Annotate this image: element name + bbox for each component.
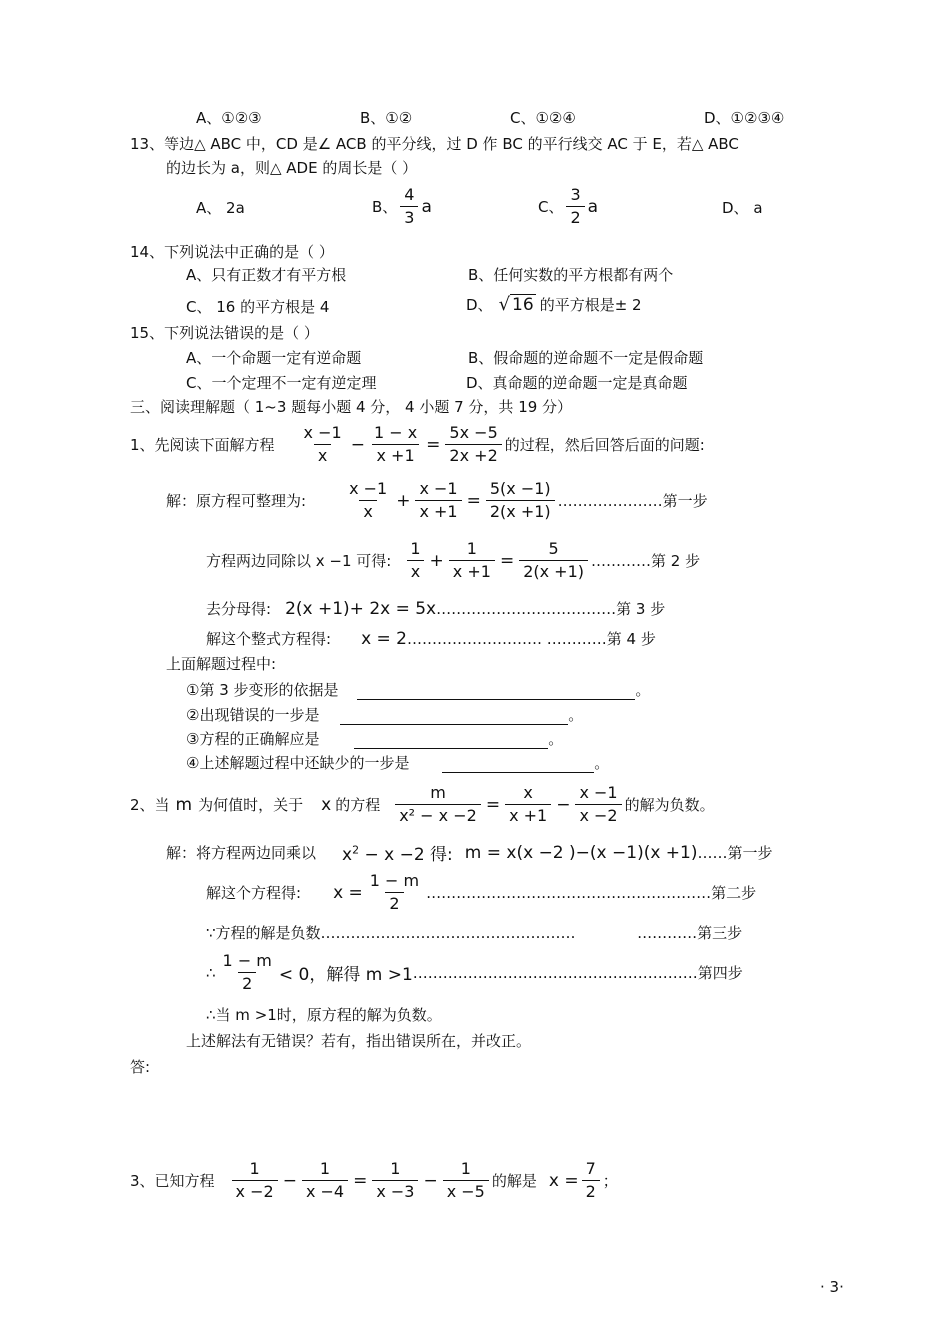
p1-s2-frac2-num: 1 xyxy=(466,539,477,558)
p2-step2-tail: …………………………………………………第二步 xyxy=(426,884,757,902)
p1-s1-frac3-den: 2(x +1) xyxy=(486,500,555,523)
p2-variable-m: m xyxy=(175,794,193,815)
p2-frac1-num: m xyxy=(430,783,446,802)
q14-option-a: A、只有正数才有平方根 xyxy=(186,266,347,284)
equals-sign: = xyxy=(353,1170,368,1191)
p3-solution-num: 7 xyxy=(585,1159,596,1178)
p2-step2-label: 解这个方程得: xyxy=(206,884,302,902)
p1-eq-frac1-num: x −1 xyxy=(303,423,342,442)
p3-solution-tail: ； xyxy=(602,1172,618,1190)
p2-intro-a: 2、当 xyxy=(130,796,170,814)
period: 。 xyxy=(548,730,564,748)
q13-stem-line1: 13、等边△ ABC 中，CD 是∠ ACB 的平分线，过 D 作 BC 的平行线交 AC 于 E，若△ ABC xyxy=(130,135,739,153)
p1-question-2 xyxy=(186,705,583,725)
p2-intro-b: 为何值时，关于 xyxy=(198,796,304,814)
p3-frac3-den: x −3 xyxy=(372,1180,418,1203)
q13-option-b-prefix: B、 xyxy=(372,198,398,216)
p2-frac2 xyxy=(505,782,551,827)
p2-question: 上述解法有无错误？若有，指出错误所在，并改正。 xyxy=(186,1032,532,1050)
minus-sign: − xyxy=(282,1170,297,1191)
p1-s2-frac2 xyxy=(449,538,495,583)
p2-step2-den: 2 xyxy=(385,892,403,915)
equals-sign: = xyxy=(485,794,501,815)
p2-frac2-den: x +1 xyxy=(505,804,551,827)
p1-intro: 1、先阅读下面解方程 xyxy=(130,436,275,454)
p1-s2-frac1-den: x xyxy=(407,560,424,583)
q12-option-b: B、①② xyxy=(360,109,413,127)
p3-intro: 3、已知方程 xyxy=(130,1172,215,1190)
p1-s2-frac1-num: 1 xyxy=(410,539,421,558)
minus-sign: − xyxy=(556,794,571,815)
p1-step2-tail: …………第 2 步 xyxy=(591,552,701,570)
p1-answer-blank-2[interactable] xyxy=(340,708,568,725)
q14-option-c: C、 16 的平方根是 4 xyxy=(186,298,330,316)
p2-step4-tail: …………………………………………………第四步 xyxy=(412,964,743,982)
p2-intro-tail: 的解为负数。 xyxy=(624,796,715,814)
p1-step4-label: 解这个整式方程得: xyxy=(206,630,332,648)
p3-frac1-den: x −2 xyxy=(232,1180,278,1203)
p2-frac3 xyxy=(575,782,621,827)
p3-row xyxy=(130,1158,618,1203)
p1-s1-frac3-num: 5(x −1) xyxy=(489,479,551,498)
p1-s1-frac2-num: x −1 xyxy=(419,479,458,498)
q15-option-a: A、一个命题一定有逆命题 xyxy=(186,349,362,367)
p1-intro-row xyxy=(130,422,705,467)
p1-step3-row xyxy=(206,598,665,619)
section-3-heading: 三、阅读理解题（ 1~3 题每小题 4 分， 4 小题 7 分，共 19 分） xyxy=(130,398,573,416)
p1-s2-frac2-den: x +1 xyxy=(449,560,495,583)
p1-step4-row xyxy=(206,628,656,649)
p1-s1-frac3 xyxy=(486,478,555,523)
p1-step3-tail: ………………………………第 3 步 xyxy=(436,600,666,618)
p1-step3-label: 去分母得: xyxy=(206,600,272,618)
q13-option-c-denominator: 2 xyxy=(566,206,584,229)
q14-option-d-radicand: 16 xyxy=(512,295,534,315)
p1-s1-frac1 xyxy=(345,478,391,523)
p2-step2-num: 1 − m xyxy=(369,871,420,890)
p1-step4-tail: ……………………… …………第 4 步 xyxy=(407,630,656,648)
p1-eq-frac1 xyxy=(300,422,346,467)
p2-answer-label: 答: xyxy=(130,1058,151,1076)
equals-sign: = xyxy=(466,490,481,511)
plus-sign: + xyxy=(429,550,444,571)
q15-option-c: C、一个定理不一定有逆定理 xyxy=(186,374,377,392)
p1-step1-label: 解：原方程可整理为: xyxy=(166,492,307,510)
q14-option-d-suffix: 的平方根是± 2 xyxy=(539,296,642,314)
q13-option-c-fraction xyxy=(566,184,584,229)
equals-sign: = xyxy=(499,550,515,571)
p2-intro-c: 的方程 xyxy=(335,796,381,814)
p2-step3-text: ∵方程的解是负数…………………………………………… xyxy=(206,924,576,942)
p3-frac2 xyxy=(302,1158,348,1203)
p1-answer-blank-3[interactable] xyxy=(354,732,548,749)
p3-frac4 xyxy=(443,1158,489,1203)
p1-eq-frac1-den: x xyxy=(314,444,331,467)
p1-s2-frac3 xyxy=(519,538,588,583)
period: 。 xyxy=(594,754,610,772)
p2-frac2-num: x xyxy=(523,783,533,802)
q15-stem: 15、下列说法错误的是（ ） xyxy=(130,324,319,342)
q15-option-d: D、真命题的逆命题一定是真命题 xyxy=(466,374,688,392)
p2-step1-expression xyxy=(342,840,453,865)
p2-frac3-num: x −1 xyxy=(579,783,618,802)
p3-frac4-num: 1 xyxy=(460,1159,471,1178)
q12-option-d: D、①②③④ xyxy=(704,109,785,127)
sqrt-symbol-icon: √ xyxy=(498,294,511,315)
p2-step4-den: 2 xyxy=(238,972,256,995)
p2-frac1 xyxy=(395,782,481,827)
p2-step1-expr-tail: − x −2 得: xyxy=(359,845,453,865)
p2-step4-num: 1 − m xyxy=(222,951,272,970)
p2-step2-row xyxy=(206,870,756,915)
q13-option-a: A、 2a xyxy=(196,199,245,217)
period: 。 xyxy=(635,681,651,699)
p1-s1-frac1-den: x xyxy=(359,500,376,523)
q13-option-b xyxy=(372,184,432,229)
p1-eq-frac2-den: x +1 xyxy=(372,444,418,467)
p3-frac2-den: x −4 xyxy=(302,1180,348,1203)
p3-frac1-num: 1 xyxy=(249,1159,260,1178)
p3-solution-den: 2 xyxy=(582,1180,600,1203)
p2-step3-tail: …………第三步 xyxy=(637,924,743,942)
period: 。 xyxy=(568,706,584,724)
p1-eq-frac2-num: 1 − x xyxy=(373,423,418,442)
p3-solution-lhs: x = xyxy=(548,1170,579,1191)
p1-answer-blank-4[interactable] xyxy=(442,756,594,773)
q13-option-c-variable: a xyxy=(587,196,599,217)
p3-frac3 xyxy=(372,1158,418,1203)
q12-option-c: C、①②④ xyxy=(510,109,576,127)
p1-step2-row xyxy=(206,538,700,583)
minus-sign: − xyxy=(350,434,365,455)
p2-step4-inequality: < 0，解得 m >1 xyxy=(278,965,413,985)
p1-s2-frac1 xyxy=(406,538,424,583)
p1-s1-frac1-num: x −1 xyxy=(349,479,388,498)
p2-step2-lhs: x = xyxy=(333,882,363,903)
q14-stem: 14、下列说法中正确的是（ ） xyxy=(130,243,334,261)
p2-step1-label: 解：将方程两边同乘以 xyxy=(166,844,317,862)
p1-question-4 xyxy=(186,753,609,773)
minus-sign: − xyxy=(423,1170,438,1191)
p1-s2-frac3-den: 2(x +1) xyxy=(519,560,588,583)
p2-intro-row xyxy=(130,782,715,827)
page-number: · 3· xyxy=(820,1278,844,1296)
p2-step1-row xyxy=(166,840,773,865)
p1-answer-blank-1[interactable] xyxy=(357,683,635,700)
p1-eq-frac2 xyxy=(370,422,421,467)
p3-frac3-num: 1 xyxy=(390,1159,401,1178)
p2-step1-expr-exponent: 2 xyxy=(352,843,360,857)
p3-frac1 xyxy=(232,1158,278,1203)
p1-step1-tail: …………………第一步 xyxy=(557,492,708,510)
p1-question-1 xyxy=(186,680,650,700)
p2-variable-x: x xyxy=(321,794,332,815)
p3-frac4-den: x −5 xyxy=(443,1180,489,1203)
p2-step4-row xyxy=(206,950,743,995)
q13-option-c xyxy=(538,184,598,229)
plus-sign: + xyxy=(396,490,411,511)
q14-option-d xyxy=(466,294,642,315)
q15-option-b: B、假命题的逆命题不一定是假命题 xyxy=(468,349,704,367)
p2-frac3-den: x −2 xyxy=(575,804,621,827)
q12-option-a: A、①②③ xyxy=(196,109,262,127)
p1-above-label: 上面解题过程中: xyxy=(166,655,277,673)
p1-step3-equation: 2(x +1)+ 2x = 5x xyxy=(285,598,437,619)
p3-tail: 的解是 xyxy=(491,1172,537,1190)
q13-option-b-denominator: 3 xyxy=(400,206,418,229)
p1-intro-tail: 的过程，然后回答后面的问题: xyxy=(504,436,705,454)
q14-option-d-prefix: D、 xyxy=(466,296,493,314)
equals-sign: = xyxy=(426,434,441,455)
p3-solution-fraction xyxy=(582,1158,600,1203)
p1-s2-frac3-num: 5 xyxy=(548,539,559,558)
q13-option-d: D、 a xyxy=(722,199,763,217)
p2-step2-fraction xyxy=(366,870,423,915)
p1-question-2-text: ②出现错误的一步是 xyxy=(186,706,320,724)
p2-step1-tail: ……第一步 xyxy=(697,844,773,862)
p2-conclusion: ∴当 m >1时，原方程的解为负数。 xyxy=(206,1006,442,1024)
q13-option-c-numerator: 3 xyxy=(570,185,581,204)
p1-question-1-text: ①第 3 步变形的依据是 xyxy=(186,681,339,699)
p2-step1-expr-base: x xyxy=(342,845,353,865)
p1-step2-label: 方程两边同除以 x −1 可得: xyxy=(206,552,392,570)
p1-eq-frac3 xyxy=(445,422,501,467)
q13-stem-line2: 的边长为 a，则△ ADE 的周长是（ ） xyxy=(166,159,418,177)
p2-step3-row xyxy=(206,923,742,943)
q13-option-b-fraction xyxy=(400,184,418,229)
p1-s1-frac2-den: x +1 xyxy=(415,500,461,523)
p1-eq-frac3-num: 5x −5 xyxy=(449,423,498,442)
p1-question-3-text: ③方程的正确解应是 xyxy=(186,730,320,748)
p1-question-3 xyxy=(186,729,563,749)
p2-step1-equation: m = x(x −2 )−(x −1)(x +1) xyxy=(464,842,698,863)
p3-frac2-num: 1 xyxy=(319,1159,331,1178)
p2-frac1-den: x² − x −2 xyxy=(395,804,481,827)
q13-option-b-variable: a xyxy=(421,196,432,217)
q13-option-c-prefix: C、 xyxy=(538,198,564,216)
q13-option-b-numerator: 4 xyxy=(404,185,415,204)
therefore-icon: ∴ xyxy=(206,963,216,982)
q14-option-b: B、任何实数的平方根都有两个 xyxy=(468,266,674,284)
p1-s1-frac2 xyxy=(415,478,461,523)
p1-step4-equation: x = 2 xyxy=(361,628,407,649)
p1-eq-frac3-den: 2x +2 xyxy=(445,444,501,467)
p1-question-4-text: ④上述解题过程中还缺少的一步是 xyxy=(186,754,410,772)
p2-step4-fraction xyxy=(219,950,276,995)
p1-step1-row xyxy=(166,478,708,523)
